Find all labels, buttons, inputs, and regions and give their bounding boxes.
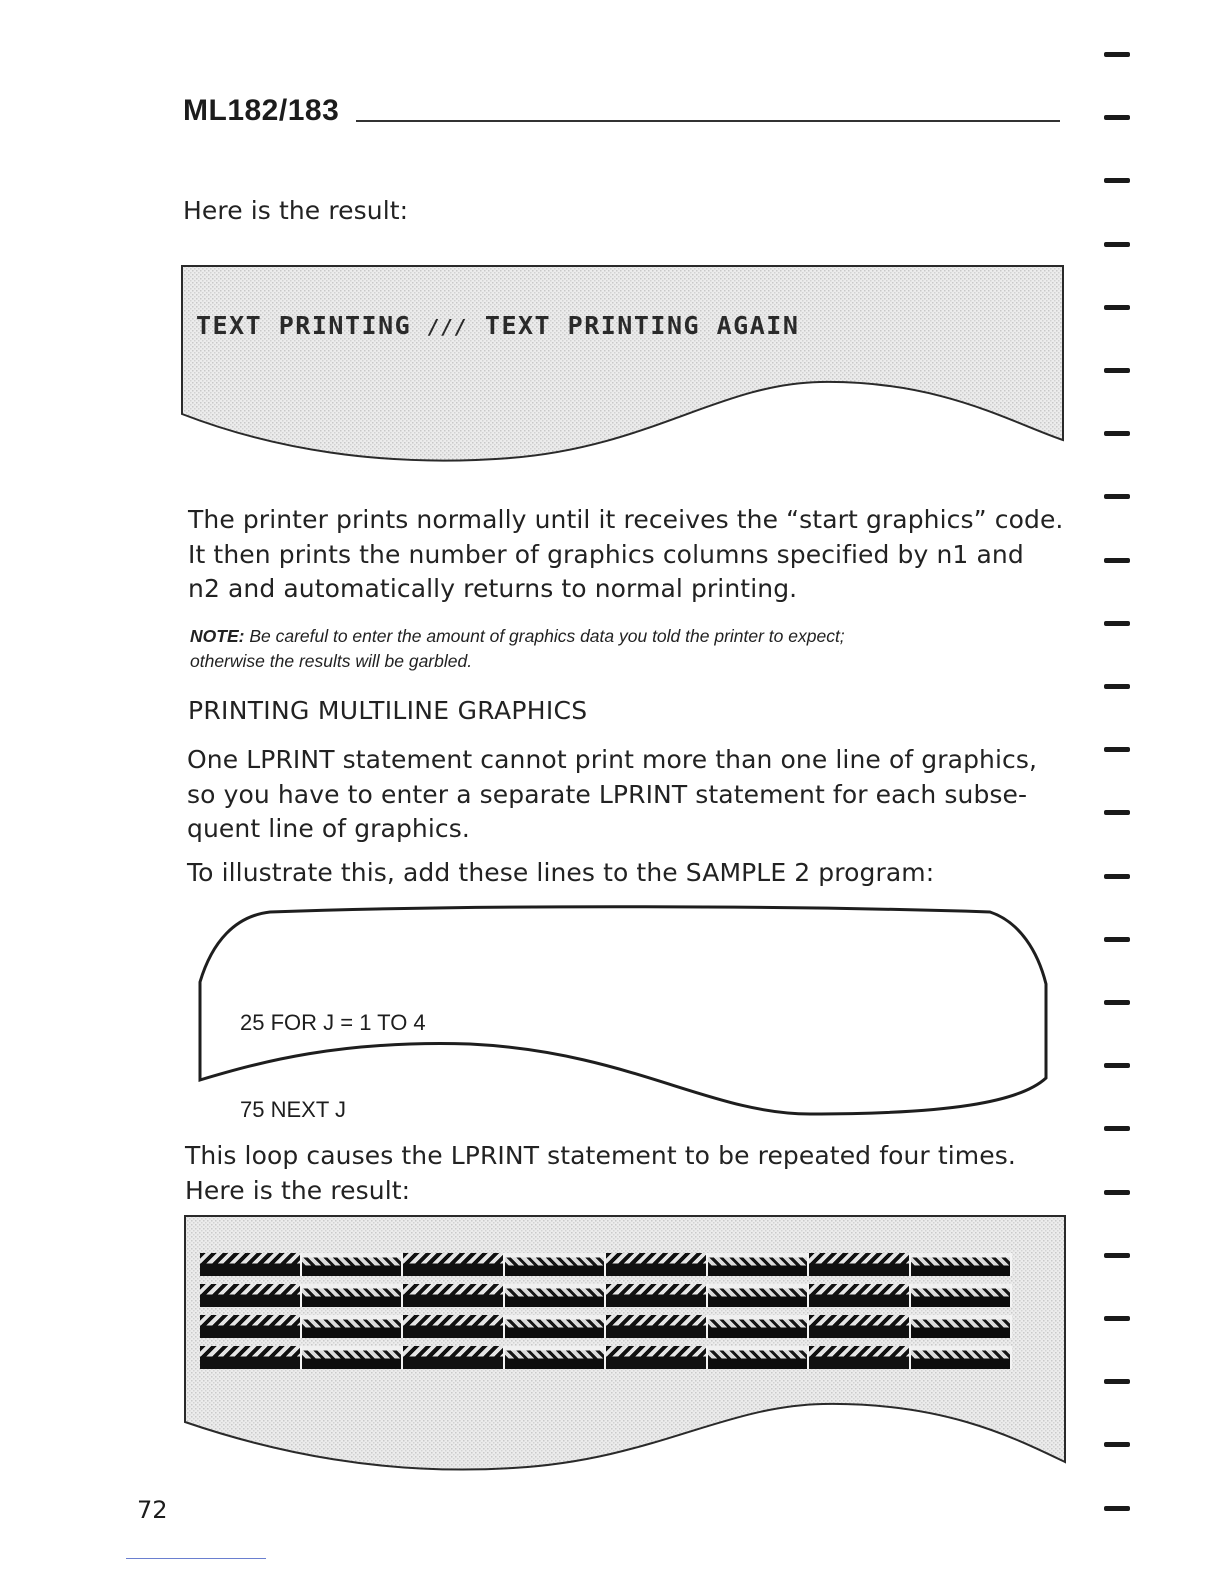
binding-mark bbox=[1104, 242, 1130, 247]
graphics-pattern-cell bbox=[809, 1284, 911, 1307]
body-p1-line-1: The printer prints normally until it receives the “start graphics” code. bbox=[188, 505, 1064, 534]
graphics-pattern-cell bbox=[809, 1346, 911, 1369]
note-text-1: Be careful to enter the amount of graphics data you told the printer to expect; bbox=[244, 626, 845, 646]
binding-edge-marks bbox=[1104, 0, 1134, 1584]
running-header-title: ML182/183 bbox=[183, 94, 340, 127]
binding-mark bbox=[1104, 1506, 1130, 1511]
binding-mark bbox=[1104, 1253, 1130, 1258]
binding-mark bbox=[1104, 621, 1130, 626]
graphics-pattern-cell bbox=[606, 1315, 708, 1338]
graphics-pattern-cell bbox=[911, 1284, 1013, 1307]
graphics-pattern-cell bbox=[505, 1253, 607, 1276]
binding-mark bbox=[1104, 115, 1130, 120]
graphics-pattern-cell bbox=[200, 1284, 302, 1307]
binding-mark bbox=[1104, 1379, 1130, 1384]
binding-mark bbox=[1104, 684, 1130, 689]
body-p1-line-3: n2 and automatically returns to normal printing. bbox=[188, 574, 798, 603]
binding-mark bbox=[1104, 1442, 1130, 1447]
binding-mark bbox=[1104, 368, 1130, 373]
body-paragraph-1 bbox=[188, 503, 1063, 607]
body-p4-line-1: This loop causes the LPRINT statement to be repeated four times. bbox=[185, 1141, 1016, 1170]
binding-mark bbox=[1104, 810, 1130, 815]
graphics-pattern-cell bbox=[200, 1346, 302, 1369]
graphics-row bbox=[200, 1253, 1012, 1276]
graphics-pattern-cell bbox=[708, 1315, 810, 1338]
binding-mark bbox=[1104, 1063, 1130, 1068]
printout-1-text-b: TEXT PRINTING AGAIN bbox=[468, 311, 800, 340]
binding-mark bbox=[1104, 937, 1130, 942]
graphics-pattern-cell bbox=[708, 1284, 810, 1307]
binding-mark bbox=[1104, 1126, 1130, 1131]
graphics-pattern-cell bbox=[809, 1315, 911, 1338]
code-line-2: 75 NEXT J bbox=[240, 1097, 346, 1122]
binding-mark bbox=[1104, 558, 1130, 563]
body-p4-line-2: Here is the result: bbox=[185, 1175, 411, 1205]
binding-mark bbox=[1104, 52, 1130, 57]
graphics-pattern-cell bbox=[302, 1346, 404, 1369]
binding-mark bbox=[1104, 178, 1130, 183]
header-rule bbox=[356, 120, 1060, 122]
graphics-pattern-cell bbox=[403, 1253, 505, 1276]
graphics-pattern-cell bbox=[708, 1346, 810, 1369]
graphics-pattern-cell bbox=[302, 1315, 404, 1338]
binding-mark bbox=[1104, 431, 1130, 436]
graphics-pattern-cell bbox=[200, 1315, 302, 1338]
graphics-pattern-cell bbox=[606, 1253, 708, 1276]
graphics-pattern-cell bbox=[809, 1253, 911, 1276]
graphics-pattern-cell bbox=[200, 1253, 302, 1276]
body-p2-line-3: quent line of graphics. bbox=[187, 814, 470, 843]
graphics-pattern-cell bbox=[505, 1284, 607, 1307]
graphics-pattern-cell bbox=[403, 1284, 505, 1307]
printout-sample-1 bbox=[180, 262, 1070, 467]
binding-mark bbox=[1104, 1316, 1130, 1321]
graphics-row bbox=[200, 1284, 1012, 1307]
graphics-pattern-cell bbox=[708, 1253, 810, 1276]
graphics-row bbox=[200, 1346, 1012, 1369]
graphics-output bbox=[200, 1253, 1012, 1377]
footer-rule bbox=[126, 1558, 266, 1559]
graphics-pattern-cell bbox=[505, 1346, 607, 1369]
body-p2-line-2: so you have to enter a separate LPRINT statement for each subse- bbox=[187, 779, 1028, 809]
graphics-pattern-cell bbox=[911, 1315, 1013, 1338]
note-label: NOTE: bbox=[190, 626, 245, 646]
graphics-pattern-cell bbox=[606, 1284, 708, 1307]
printout-1-glyphs: /// bbox=[427, 315, 469, 339]
body-paragraph-4 bbox=[185, 1139, 1016, 1208]
graphics-pattern-cell bbox=[911, 1253, 1013, 1276]
body-paragraph-2 bbox=[187, 743, 1037, 847]
graphics-pattern-cell bbox=[911, 1346, 1013, 1369]
note-line-1 bbox=[190, 624, 1070, 649]
page-number: 72 bbox=[137, 1496, 168, 1524]
body-p1-line-2: It then prints the number of graphics columns specified by n1 and bbox=[188, 539, 1024, 569]
binding-mark bbox=[1104, 305, 1130, 310]
graphics-pattern-cell bbox=[403, 1346, 505, 1369]
printout-1-line bbox=[196, 311, 799, 340]
intro-text: Here is the result: bbox=[183, 196, 409, 225]
binding-mark bbox=[1104, 1000, 1130, 1005]
graphics-pattern-cell bbox=[302, 1253, 404, 1276]
graphics-row bbox=[200, 1315, 1012, 1338]
binding-mark bbox=[1104, 874, 1130, 879]
section-heading: PRINTING MULTILINE GRAPHICS bbox=[188, 696, 588, 725]
printout-1-text-a: TEXT PRINTING bbox=[196, 311, 428, 340]
note-line-2: otherwise the results will be garbled. bbox=[190, 651, 473, 671]
binding-mark bbox=[1104, 494, 1130, 499]
body-p2-line-1: One LPRINT statement cannot print more than one line of graphics, bbox=[187, 745, 1038, 774]
graphics-pattern-cell bbox=[606, 1346, 708, 1369]
binding-mark bbox=[1104, 1190, 1130, 1195]
code-listing bbox=[240, 950, 426, 1153]
note-block bbox=[190, 624, 1070, 674]
graphics-pattern-cell bbox=[505, 1315, 607, 1338]
graphics-pattern-cell bbox=[403, 1315, 505, 1338]
code-line-1: 25 FOR J = 1 TO 4 bbox=[240, 1010, 426, 1035]
body-paragraph-3: To illustrate this, add these lines to the SAMPLE 2 program: bbox=[187, 858, 935, 887]
graphics-pattern-cell bbox=[302, 1284, 404, 1307]
printout-paper-shape bbox=[180, 262, 1070, 467]
binding-mark bbox=[1104, 747, 1130, 752]
